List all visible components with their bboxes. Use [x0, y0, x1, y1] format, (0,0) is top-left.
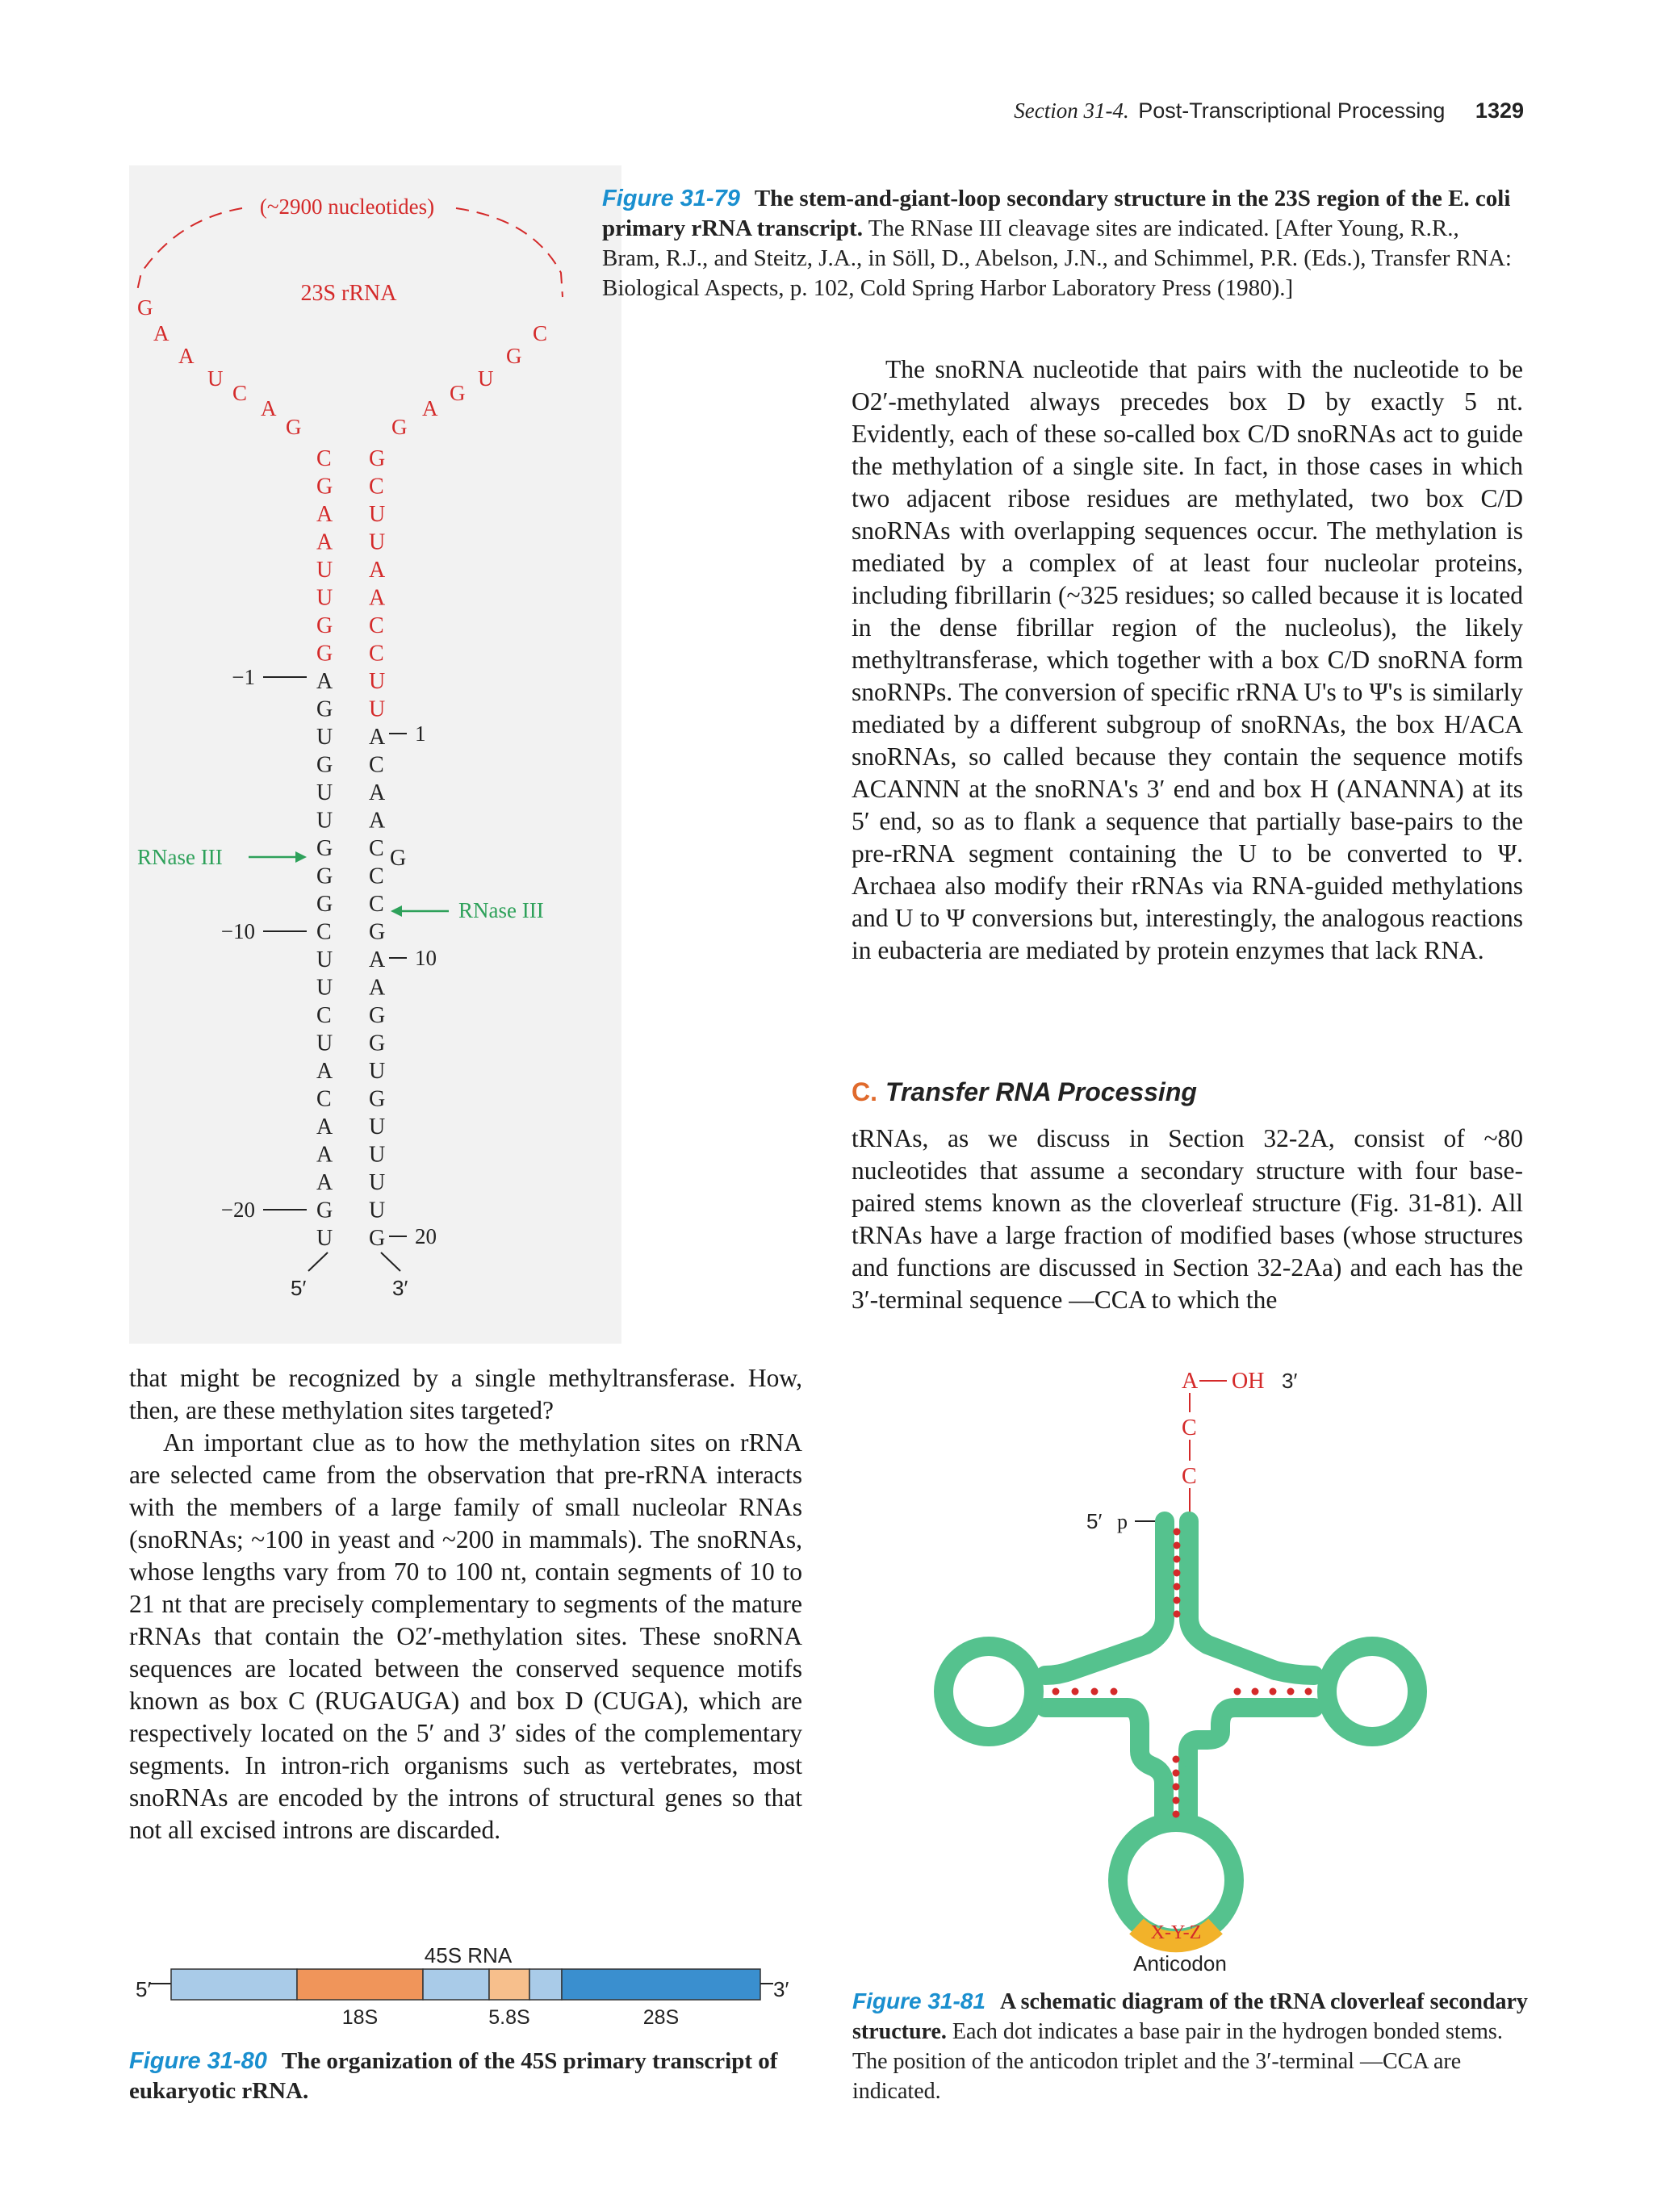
- acceptor-oh: OH: [1232, 1369, 1265, 1394]
- stem-nucleotide-right: A: [369, 780, 386, 805]
- stem-nucleotide-left: U: [316, 780, 333, 805]
- caption-text: The RNase III cleavage sites are indicated. [After Young, R.R., Bram, R.J., and Steitz, J.A., in Söll, D., Abelson, J.N., and Schimmel, P.R. (Eds.), Transfer RNA: Biological Aspects, p. 102, Cold Spring Harbor Laboratory Press (1980).]: [602, 215, 1512, 301]
- figure-31-81-diagram: [888, 1356, 1566, 1985]
- acceptor-3-prime: 3′: [1282, 1369, 1298, 1393]
- stem-nucleotide-left: U: [316, 558, 333, 583]
- base-pair-dot: [1173, 1811, 1180, 1818]
- d-stem-strand: [1045, 1670, 1072, 1675]
- stem-nucleotide-left: A: [316, 529, 333, 555]
- stem-nucleotide-left: U: [316, 725, 333, 750]
- end-line-right: [381, 1252, 400, 1271]
- loop-dashed-right: [456, 208, 563, 297]
- stem-nucleotide-right: A: [369, 808, 386, 834]
- end-3-prime: 3′: [773, 1977, 789, 2001]
- figure-number: Figure 31-79: [602, 186, 740, 211]
- arrowhead-icon: [391, 905, 402, 917]
- base-pair-dot: [1173, 1756, 1180, 1763]
- loop-nt: G: [286, 415, 302, 439]
- stem-nucleotide-right: C: [369, 613, 384, 638]
- stem-nucleotide-right: U: [369, 502, 386, 527]
- base-pair-dot: [1305, 1688, 1312, 1696]
- acceptor-c: C: [1182, 1415, 1197, 1441]
- loop-dashed-left: [137, 208, 242, 291]
- left-column-text: [129, 1362, 802, 1846]
- stem-nucleotide-right: C: [369, 752, 384, 778]
- stem-nucleotide-right: C: [369, 863, 384, 889]
- loop-nt: C: [533, 321, 548, 345]
- stem-nucleotide-left: A: [316, 1142, 333, 1168]
- stem-nucleotide-right: U: [369, 669, 386, 694]
- stem-nucleotide-left: A: [316, 1114, 333, 1139]
- stem-nucleotide-right: U: [369, 1059, 386, 1084]
- right-column-text: [852, 353, 1523, 967]
- base-pair-dot: [1174, 1556, 1181, 1563]
- stem-nucleotide-right: U: [369, 1198, 386, 1223]
- figure-31-80-caption: [129, 2047, 791, 2106]
- base-pair-dot: [1174, 1528, 1181, 1536]
- stem-nucleotide-left: A: [316, 502, 333, 527]
- base-pair-dot: [1234, 1688, 1241, 1696]
- stem-nucleotide-left: U: [316, 947, 333, 972]
- rna-45s-label: 45S RNA: [424, 1943, 513, 1967]
- loop-nt: G: [391, 415, 408, 439]
- figure-31-81-caption: [852, 1986, 1530, 2106]
- stem-nucleotide-left: G: [316, 641, 333, 667]
- header-title: Post-Transcriptional Processing: [1138, 98, 1446, 123]
- pos-20: 20: [415, 1224, 437, 1248]
- stem-nucleotide-left: G: [316, 474, 333, 500]
- stem-nucleotide-right: C: [369, 474, 384, 500]
- base-pair-dot: [1173, 1770, 1180, 1777]
- stem-nucleotide-left: U: [316, 1226, 333, 1251]
- stem-nucleotide-right: A: [369, 585, 386, 611]
- t-stem-strand: [1220, 1708, 1314, 1725]
- stem-nucleotide-left: U: [316, 585, 333, 611]
- stem-nucleotide-right: U: [369, 529, 386, 555]
- d-loop: [944, 1646, 1034, 1737]
- base-pair-dot: [1052, 1688, 1060, 1696]
- end-5-prime: 5′: [291, 1276, 307, 1300]
- loop-nt: C: [232, 381, 248, 405]
- end-line-left: [308, 1252, 328, 1271]
- label-5-8s: 5.8S: [488, 2006, 530, 2029]
- segment-28s: [562, 1969, 760, 2000]
- segment-18s: [297, 1969, 423, 2000]
- stem-nucleotide-right: G: [369, 1003, 386, 1028]
- pos-minus1: −1: [232, 665, 255, 689]
- loop-nt: A: [178, 344, 195, 368]
- loop-nt: A: [422, 396, 438, 420]
- bulge-g: G: [390, 846, 407, 871]
- base-pair-dot: [1252, 1688, 1259, 1696]
- stem-nucleotide-left: U: [316, 1031, 333, 1056]
- stem-nucleotide-right: U: [369, 696, 386, 722]
- t-loop: [1327, 1646, 1417, 1737]
- acceptor-a: A: [1182, 1369, 1199, 1394]
- loop-nt: U: [207, 366, 224, 391]
- stem-nucleotide-left: G: [316, 752, 333, 778]
- spacer-segment: [529, 1969, 562, 2000]
- loop-nt: G: [450, 381, 466, 405]
- paragraph: The snoRNA nucleotide that pairs with the nucleotide to be O2′-methylated always precedes box D by exactly 5 nt. Evidently, each of these so-called box C/D snoRNAs act to guide the methylation of a single site. In fact, in those cases in which two adjacent ribose residues are methylated, two box C/D snoRNAs with overlapping sequences occur. The methylation is mediated by a complex of at least four nucleolar proteins, including fibrillarin (~325 residues; so called because it is located in the dense fibrillar region of the nucleolus), the likely methyltransferase, which together with a box C/D snoRNA form snoRNPs. The conversion of specific rRNA U's to Ψ's is similarly mediated by a different subgroup of snoRNAs, the box H/ACA snoRNAs, so called because they contain the sequence motifs ACANNN at the snoRNA's 3′ end and box H (ANANNA) at its 5′ end, so as to flank a sequence that partially base-pairs to the pre-rRNA segment containing the U to be converted to Ψ. Archaea also modify their rRNAs via RNA-guided methylations and U to Ψ conversions but, interestingly, the analogous reactions in eubacteria are mediated by protein enzymes that lack RNA.: [852, 355, 1523, 964]
- rna-23s-label: 23S rRNA: [300, 281, 397, 306]
- base-pair-dot: [1174, 1611, 1181, 1618]
- stem-nucleotide-right: C: [369, 836, 384, 861]
- anticodon-label: Anticodon: [1133, 1951, 1227, 1976]
- label-18s: 18S: [341, 2006, 379, 2029]
- stem-nucleotide-left: G: [316, 1198, 333, 1223]
- stem-nucleotide-left: C: [316, 919, 332, 945]
- paragraph: An important clue as to how the methylation sites on rRNA are selected came from the observation that pre-rRNA interacts with the members of a large family of small nucleolar RNAs (snoRNAs; ~100 in yeast and ~200 in mammals). The snoRNAs, whose lengths vary from 70 to 100 nt, contain segments of 10 to 21 nt that are precisely complementary to segments of the mature rRNAs that contain the O2′-methylation sites. These snoRNA sequences are located between the conserved sequence motifs known as box C (RUGAUGA) and box D (CUGA), which are respectively located on the 5′ and 3′ sides of the complementary segments. In intron-rich organisms such as vertebrates, most snoRNAs are encoded by the introns of structural genes so that not all excised introns are discarded.: [129, 1428, 802, 1844]
- pos-1: 1: [415, 721, 426, 746]
- caption-title: The stem-and-giant-loop secondary structure in the 23S region of the E. coli primary rRNA transcript.: [602, 186, 1511, 241]
- stem-nucleotide-right: U: [369, 1170, 386, 1195]
- paragraph: tRNAs, as we discuss in Section 32-2A, consist of ~80 nucleotides that assume a secondary structure with four base-paired stems known as the cloverleaf structure (Fig. 31-81). All tRNAs have a large fraction of modified bases (whose structures and functions are discussed in Section 32-2Aa) and each has the 3′-terminal sequence —CCA to which the: [852, 1124, 1523, 1314]
- acceptor-c: C: [1182, 1464, 1197, 1489]
- end-5-prime: 5′: [136, 1977, 152, 2001]
- figure-31-79-caption: [602, 184, 1522, 303]
- acceptor-stem-strand: [1189, 1521, 1275, 1670]
- stem-nucleotide-right: U: [369, 1142, 386, 1168]
- figure-number: Figure 31-80: [129, 2048, 267, 2074]
- caption-text: Each dot indicates a base pair in the hydrogen bonded stems. The position of the anticodon triplet and the 3′-terminal —CCA are indicated.: [852, 2019, 1503, 2104]
- rnase-iii-left-label: RNase III: [137, 845, 223, 869]
- stem-nucleotide-right: G: [369, 1031, 386, 1056]
- pos-10: 10: [415, 946, 437, 970]
- section-title: Transfer RNA Processing: [885, 1077, 1197, 1106]
- caption-title: The organization of the 45S primary transcript of eukaryotic rRNA.: [129, 2048, 778, 2104]
- base-pair-dot: [1173, 1783, 1180, 1791]
- stem-nucleotide-left: C: [316, 1003, 332, 1028]
- stem-nucleotide-right: A: [369, 558, 386, 583]
- loop-nt: A: [261, 396, 277, 420]
- arrowhead-icon: [295, 851, 307, 863]
- spacer-segment: [423, 1969, 489, 2000]
- stem-nucleotide-left: G: [316, 836, 333, 861]
- section-heading: [852, 1077, 1197, 1107]
- stem-nucleotide-left: C: [316, 446, 332, 471]
- stem-nucleotide-right: G: [369, 1086, 386, 1112]
- stem-nucleotide-left: C: [316, 1086, 332, 1112]
- stem-nucleotide-right: G: [369, 446, 386, 471]
- section-letter: C.: [852, 1077, 877, 1106]
- base-pair-dot: [1173, 1797, 1180, 1804]
- stem-nucleotide-left: A: [316, 1170, 333, 1195]
- header-section: Section 31-4.: [1014, 98, 1129, 123]
- base-pair-dot: [1174, 1583, 1181, 1591]
- stem-nucleotide-right: C: [369, 641, 384, 667]
- anticodon-loop: [1118, 1822, 1234, 1938]
- stem-nucleotide-right: G: [369, 1226, 386, 1251]
- stem-nucleotide-right: A: [369, 947, 386, 972]
- pos-minus10: −10: [220, 919, 255, 943]
- right-column-text-2: [852, 1123, 1523, 1316]
- stem-nucleotide-left: G: [316, 863, 333, 889]
- stem-nucleotide-left: A: [316, 669, 333, 694]
- stem-nucleotide-right: A: [369, 725, 386, 750]
- label-28s: 28S: [642, 2006, 680, 2029]
- loop-length-label: (~2900 nucleotides): [259, 194, 435, 219]
- stem-nucleotide-left: U: [316, 975, 333, 1001]
- acceptor-stem-strand: [1072, 1521, 1165, 1670]
- page-number: 1329: [1475, 98, 1524, 123]
- base-pair-dot: [1287, 1688, 1295, 1696]
- loop-nt: U: [478, 366, 494, 391]
- loop-nt: G: [137, 295, 153, 320]
- base-pair-dot: [1091, 1688, 1099, 1696]
- end-p: p: [1117, 1510, 1128, 1533]
- stem-nucleotide-left: G: [316, 892, 333, 917]
- segment-5-8s: [489, 1969, 529, 2000]
- base-pair-dot: [1111, 1688, 1118, 1696]
- base-pair-dot: [1270, 1688, 1277, 1696]
- base-pair-dot: [1072, 1688, 1079, 1696]
- rnase-iii-right-label: RNase III: [458, 898, 544, 922]
- stem-nucleotide-left: U: [316, 808, 333, 834]
- spacer-segment: [171, 1969, 297, 2000]
- end-3-prime: 3′: [392, 1276, 408, 1300]
- base-pair-dot: [1174, 1597, 1181, 1604]
- base-pair-dot: [1174, 1542, 1181, 1549]
- stem-nucleotide-right: C: [369, 892, 384, 917]
- paragraph: that might be recognized by a single methyltransferase. How, then, are these methylation sites targeted?: [129, 1364, 802, 1424]
- stem-nucleotide-right: A: [369, 975, 386, 1001]
- stem-nucleotide-left: G: [316, 696, 333, 722]
- figure-31-80-diagram: [121, 1937, 807, 2038]
- end-5-prime: 5′: [1086, 1509, 1103, 1533]
- anticodon-sequence: X-Y-Z: [1150, 1922, 1202, 1943]
- caption-title: A schematic diagram of the tRNA cloverleaf secondary structure.: [852, 1989, 1528, 2044]
- anticodon-stem-strand: [1140, 1725, 1164, 1822]
- stem-nucleotide-left: A: [316, 1059, 333, 1084]
- running-header: [1014, 98, 1524, 123]
- figure-number: Figure 31-81: [852, 1988, 986, 2013]
- stem-nucleotide-right: U: [369, 1114, 386, 1139]
- base-pair-dot: [1174, 1570, 1181, 1577]
- loop-nt: A: [153, 321, 169, 345]
- pos-minus20: −20: [220, 1198, 255, 1222]
- d-stem-strand: [1045, 1708, 1140, 1725]
- stem-nucleotide-right: G: [369, 919, 386, 945]
- stem-nucleotide-left: G: [316, 613, 333, 638]
- loop-nt: G: [506, 344, 522, 368]
- t-stem-strand: [1275, 1670, 1314, 1675]
